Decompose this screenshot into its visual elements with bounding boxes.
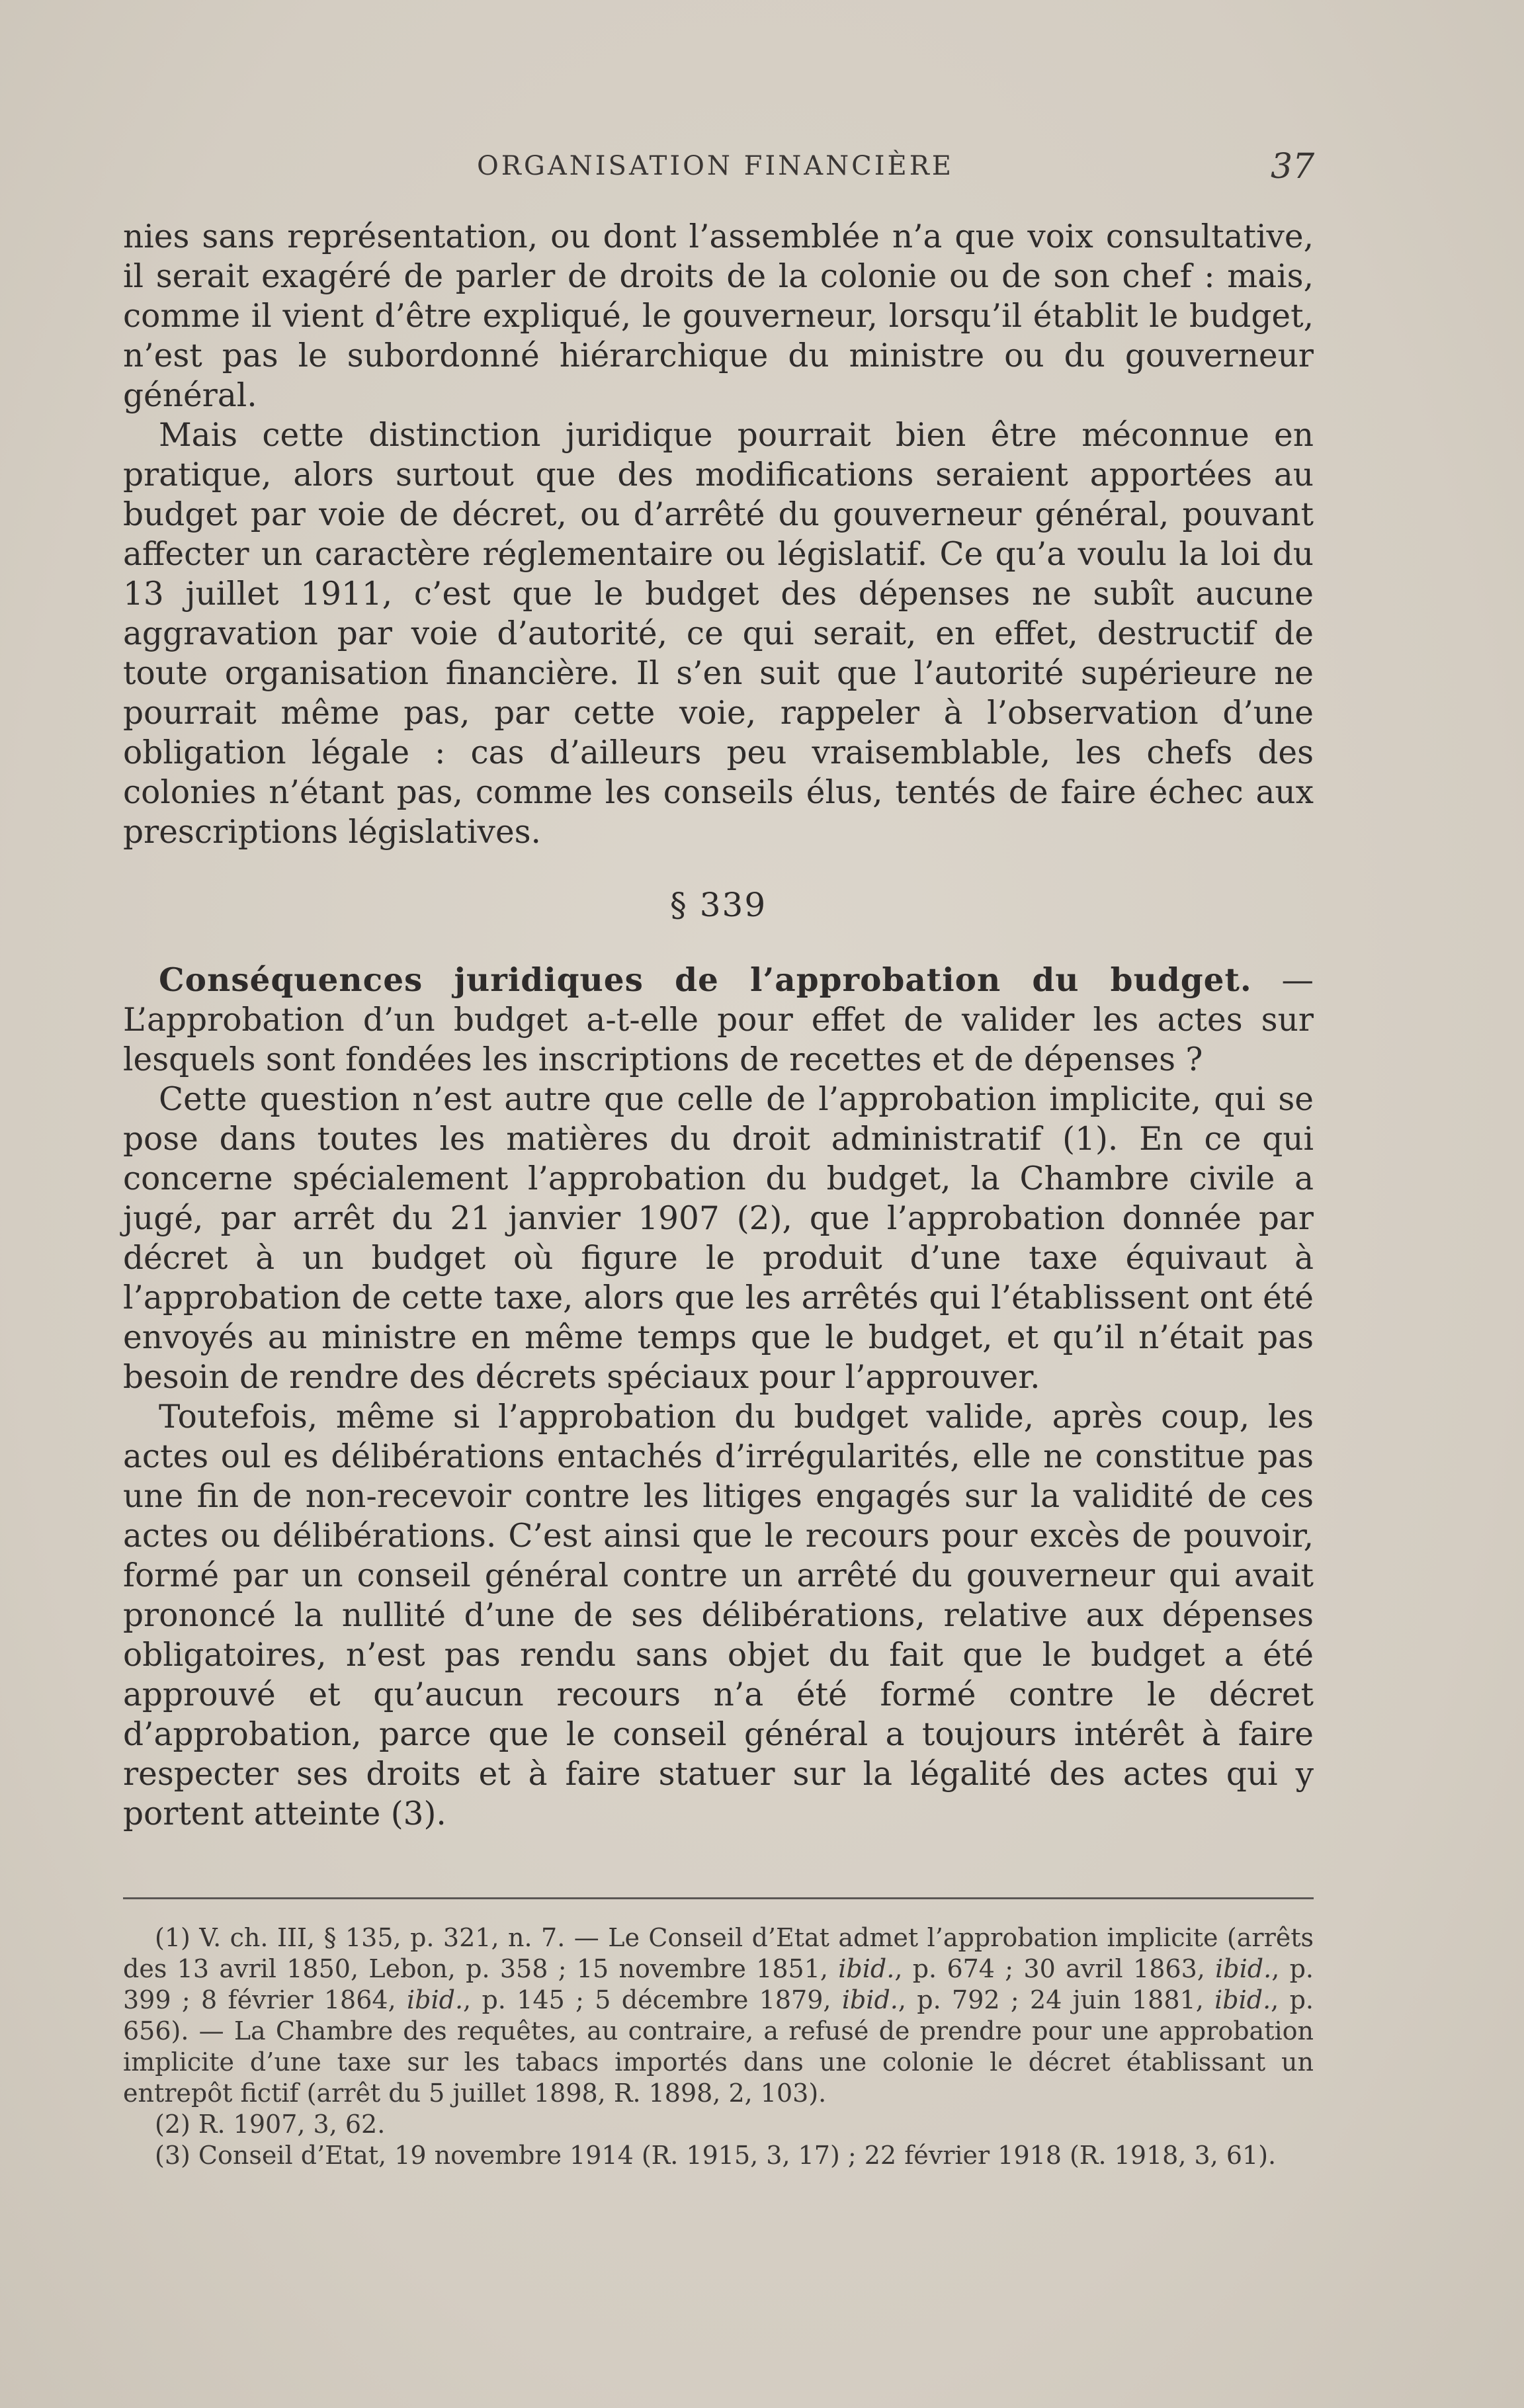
- footnotes: [123, 1922, 1314, 2171]
- footnote-1-text: , p. 399 ; 8 février 1864,: [123, 1954, 1314, 2014]
- paragraph-continued: nies sans représentation, ou dont l’assemblée n’a que voix consultative, il serait exagéré de parler de droits de la colonie ou de son chef : mais, comme il vient d’être expliqué, le gouverneur, lorsqu’il établit le budget, n’est pas le subordonné hiérarchique du ministre ou du gouverneur général.: [123, 218, 1314, 414]
- footnote-2: (2) R. 1907, 3, 62.: [155, 2110, 386, 2139]
- footnote-ibid: ibid.: [407, 1985, 464, 2014]
- footnote-ibid: ibid.: [841, 1985, 898, 2014]
- footnote-ibid: ibid.: [1214, 1985, 1271, 2014]
- running-title: ORGANISATION FINANCIÈRE: [477, 151, 954, 181]
- section-heading: Conséquences juridiques de l’approbation du budget.: [159, 961, 1252, 999]
- footnote-1-text: , p. 656). — La Chambre des requêtes, au contraire, a refusé de prendre pour une approbation implicite d’une taxe sur les tabacs importés dans une colonie le décret établissant un entrepôt fictif (arrêt du 5 juillet 1898, R. 1898, 2, 103).: [123, 1985, 1314, 2108]
- section-number: § 339: [669, 886, 767, 924]
- body-text: [123, 217, 1314, 1834]
- footnote-1-text: (1) V. ch. III, § 135, p. 321, n. 7. — Le Conseil d’Etat admet l’approbation implicite (arrêts des 13 avril 1850, Lebon, p. 358 ; 15 novembre 1851,: [123, 1923, 1314, 1983]
- running-head: [123, 147, 1315, 191]
- section-intro-text: — L’approbation d’un budget a-t-elle pour effet de valider les actes sur lesquels sont fondées les inscriptions de recettes et de dépenses ?: [123, 962, 1314, 1078]
- footnote-ibid: ibid.: [1215, 1954, 1272, 1983]
- footnote-1-text: , p. 792 ; 24 juin 1881,: [898, 1985, 1215, 2014]
- footnote-1: [123, 1922, 1314, 2109]
- footnote-1-text: , p. 674 ; 30 avril 1863,: [894, 1954, 1216, 1983]
- footnote-ibid: ibid.: [838, 1954, 895, 1983]
- paragraph-section-intro: [123, 961, 1314, 1080]
- paragraph-distinction: Mais cette distinction juridique pourrait bien être méconnue en pratique, alors surtout que des modifications seraient apportées au budget par voie de décret, ou d’arrêté du gouverneur général, pouvant affecter un caractère réglementaire ou législatif. Ce qu’a voulu la loi du 13 juillet 1911, c’est que le budget des dépenses ne subît aucune aggravation par voie d’autorité, ce qui serait, en effet, destructif de toute organisation financière. Il s’en suit que l’autorité supérieure ne pourrait même pas, par cette voie, rappeler à l’observation d’une obligation légale : cas d’ailleurs peu vraisemblable, les chefs des colonies n’étant pas, comme les conseils élus, tentés de faire échec aux prescriptions législatives.: [123, 417, 1314, 851]
- page-number: 37: [1271, 147, 1315, 187]
- paragraph-implicit-approval: Cette question n’est autre que celle de l’approbation implicite, qui se pose dans toutes les matières du droit administratif (1). En ce qui concerne spécialement l’approbation du budget, la Chambre civile a jugé, par arrêt du 21 janvier 1907 (2), que l’approbation donnée par décret à un budget où figure le produit d’une taxe équivaut à l’approbation de cette taxe, alors que les arrêtés qui l’établissent ont été envoyés au ministre en même temps que le budget, et qu’il n’était pas besoin de rendre des décrets spéciaux pour l’approuver.: [123, 1081, 1314, 1396]
- footnote-3: (3) Conseil d’Etat, 19 novembre 1914 (R. 1915, 3, 17) ; 22 février 1918 (R. 1918, 3, 61).: [155, 2141, 1277, 2170]
- footnote-1-text: , p. 145 ; 5 décembre 1879,: [463, 1985, 842, 2014]
- paragraph-however: Toutefois, même si l’approbation du budget valide, après coup, les actes oul es délibérations entachés d’irrégularités, elle ne constitue pas une fin de non-recevoir contre les litiges engagés sur la validité de ces actes ou délibérations. C’est ainsi que le recours pour excès de pouvoir, formé par un conseil général contre un arrêté du gouverneur qui avait prononcé la nullité d’une de ses délibérations, relative aux dépenses obligatoires, n’est pas rendu sans objet du fait que le budget a été approuvé et qu’aucun recours n’a été formé contre le décret d’approbation, parce que le conseil général a toujours intérêt à faire respecter ses droits et à faire statuer sur la légalité des actes qui y portent atteinte (3).: [123, 1398, 1314, 1832]
- footnote-rule: [123, 1897, 1314, 1899]
